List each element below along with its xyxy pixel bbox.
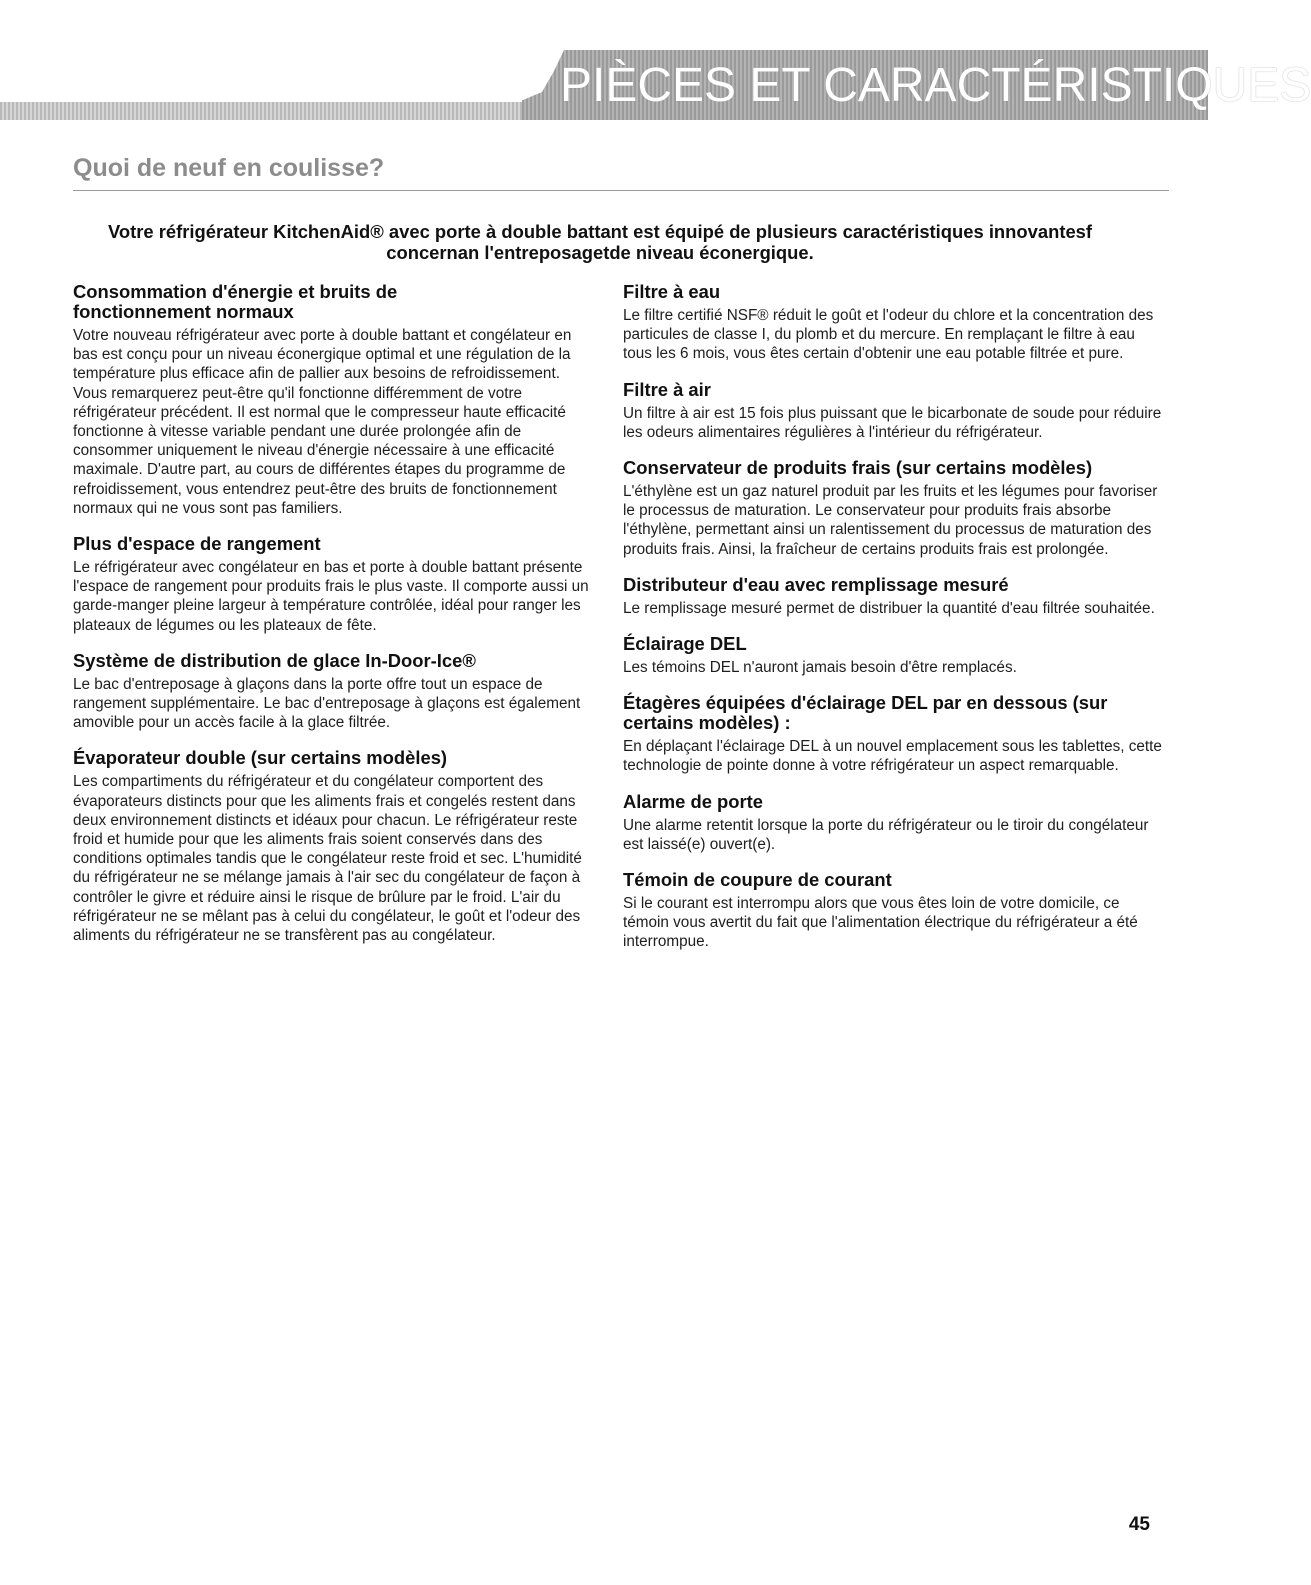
feature-heading: Distributeur d'eau avec remplissage mesuré <box>623 573 1009 595</box>
feature-body: Si le courant est interrompu alors que vous êtes loin de votre domicile, ce témoin vous avertit du fait que l'alimentation électrique du réfrigérateur a été interrompue. <box>623 895 1138 951</box>
feature-heading: Filtre à air <box>623 378 711 400</box>
feature-body: Une alarme retentit lorsque la porte du réfrigérateur ou le tiroir du congélateur est laissé(e) ouvert(e). <box>623 816 1149 853</box>
feature-led-shelves <box>623 693 1163 775</box>
feature-heading: Conservateur de produits frais (sur certains modèles) <box>623 457 1093 479</box>
feature-storage-space <box>73 534 591 635</box>
feature-heading: Plus d'espace de rangement <box>73 533 321 555</box>
left-column <box>73 282 591 945</box>
feature-body: Un filtre à air est 15 fois plus puissant que le bicarbonate de soude pour réduire les odeurs alimentaires régulières à l'intérieur du réfrigérateur. <box>623 404 1162 441</box>
feature-heading: Témoin de coupure de courant <box>623 869 892 891</box>
feature-in-door-ice <box>73 651 591 733</box>
feature-led-lighting <box>623 634 1163 677</box>
feature-door-alarm <box>623 792 1163 854</box>
feature-body: Votre nouveau réfrigérateur avec porte à double battant et congélateur en bas est conçu pour un niveau éconergique optimal et une régulation de la température plus efficace afin de pallier aux besoins de refroidissement. Vous remarquerez peut-être qu'il fonctionne différemment de votre réfrigérateur précédent. Il est normal que le compresseur haute efficacité fonctionne à vitesse variable pendant une durée prolongée afin de consommer uniquement le niveau d'énergie nécessaire à une efficacité maximale. D'autre part, au cours de différentes étapes du programme de refroidissement, vous entendrez peut-être des bruits de fonctionnement normaux qui ne vous sont pas familiers. <box>73 327 572 517</box>
feature-dual-evaporator <box>73 748 591 945</box>
banner-title: PIÈCES ET CARACTÉRISTIQUES <box>560 59 1311 112</box>
feature-heading: Éclairage DEL <box>623 633 747 655</box>
feature-air-filter <box>623 380 1163 442</box>
feature-body: Le filtre certifié NSF® réduit le goût et l'odeur du chlore et la concentration des particules de classe I, du plomb et du mercure. En remplaçant le filtre à eau tous les 6 mois, vous êtes certain d'obtenir une eau potable filtrée et pure. <box>623 307 1154 363</box>
feature-measured-fill <box>623 575 1163 618</box>
feature-heading: Étagères équipées d'éclairage DEL par en dessous (sur certains modèles) : <box>623 692 1108 734</box>
feature-heading: Filtre à eau <box>623 281 721 302</box>
section-divider <box>73 190 1169 191</box>
feature-body: Le réfrigérateur avec congélateur en bas et porte à double battant présente l'espace de rangement pour produits frais le plus vaste. Il comporte aussi un garde-manger pleine largeur à température contrôlée, idéal pour ranger les plateaux de légumes ou les plateaux de fête. <box>73 559 589 634</box>
feature-body: Le bac d'entreposage à glaçons dans la porte offre tout un espace de rangement supplémentaire. Le bac d'entreposage à glaçons est également amovible pour un accès facile à la glace filtrée. <box>73 675 581 732</box>
feature-heading: Alarme de porte <box>623 790 764 812</box>
page-number: 45 <box>1128 1514 1150 1535</box>
feature-body: En déplaçant l'éclairage DEL à un nouvel emplacement sous les tablettes, cette technologie de pointe donne à votre réfrigérateur un aspect remarquable. <box>623 738 1162 775</box>
feature-heading: Évaporateur double (sur certains modèles) <box>73 747 448 769</box>
intro-text: Votre réfrigérateur KitchenAid® avec porte à double battant est équipé de plusieurs caractéristiques innovantesf concernan l'entreposagetde niveau éconergique. <box>107 221 1093 263</box>
feature-body: Les témoins DEL n'auront jamais besoin d'être remplacés. <box>623 659 1017 677</box>
feature-body: Le remplissage mesuré permet de distribuer la quantité d'eau filtrée souhaitée. <box>623 599 1155 617</box>
feature-energy-noise <box>73 282 591 518</box>
feature-body: Les compartiments du réfrigérateur et du congélateur comportent des évaporateurs distincts pour que les aliments frais et congelés restent dans deux environnement distincts et idéaux pour chacun. Le réfrigérateur reste froid et humide pour que les aliments frais soient conservés dans des conditions optimales tandis que le congélateur reste froid et sec. L'humidité du réfrigérateur ne se mélange jamais à l'air sec du congélateur de façon à contrôler le givre et réduire ainsi le risque de brûlure par le froid. L'air du réfrigérateur ne se mêlant pas à celui du congélateur, le goût et l'odeur des aliments du réfrigérateur ne se transfèrent pas au congélateur. <box>73 773 582 945</box>
feature-body: L'éthylène est un gaz naturel produit par les fruits et les légumes pour favoriser le processus de maturation. Le conservateur pour produits frais absorbe l'éthylène, permettant ainsi un ralentissement du processus de maturation des produits frais. Ainsi, la fraîcheur de certains produits frais est prolongée. <box>623 483 1158 558</box>
feature-heading: Système de distribution de glace In-Door-Ice® <box>73 649 476 671</box>
feature-power-outage <box>623 870 1163 952</box>
section-title: Quoi de neuf en coulisse? <box>73 154 385 182</box>
feature-heading: Consommation d'énergie et bruits de fonctionnement normaux <box>73 281 398 322</box>
right-column <box>623 282 1163 952</box>
feature-produce-preserver <box>623 458 1163 559</box>
feature-water-filter <box>623 282 1163 364</box>
